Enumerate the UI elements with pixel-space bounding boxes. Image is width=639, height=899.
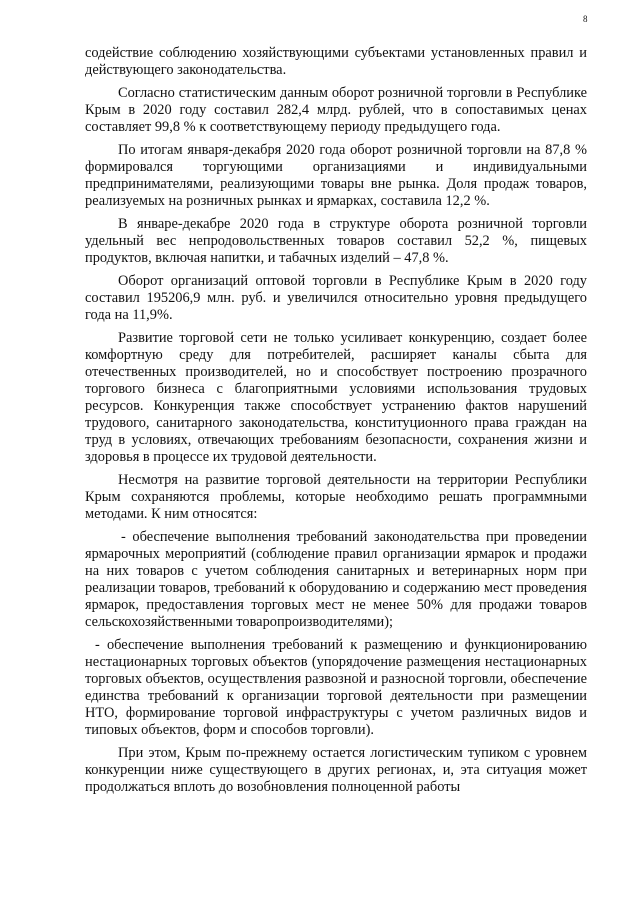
page-number: 8 [583,14,588,24]
paragraph-goods-share: В январе-декабре 2020 года в структуре оборота розничной торговли удельный вес непродовольственных товаров составил 52,2 %, пищевых продуктов, включая напитки, и табачных изделий – 47,8 %. [85,216,587,266]
list-item-fairs: - обеспечение выполнения требований законодательства при проведении ярмарочных мероприятий (соблюдение правил организации ярмарок и продажи на них товаров с учетом соблюдения санитарных и ветеринарных норм при реализации товаров, требований к оборудованию и содержанию мест проведения ярмарок, предоставления торговых мест не менее 50% для продажи товаров сельскохозяйственными товаропроизводителями); [85,529,587,630]
paragraph-problems-intro: Несмотря на развитие торговой деятельности на территории Республики Крым сохраняются проблемы, которые необходимо решать программными методами. К ним относятся: [85,472,587,522]
paragraph-wholesale-turnover: Оборот организаций оптовой торговли в Республике Крым в 2020 году составил 195206,9 млн. руб. и увеличился относительно уровня предыдущего года на 11,9%. [85,273,587,323]
paragraph-turnover-structure: По итогам января-декабря 2020 года оборот розничной торговли на 87,8 % формировался торгующими организациями и индивидуальными предпринимателями, реализующими товары вне рынка. Доля продаж товаров, реализуемых на розничных рынках и ярмарках, составила 12,2 %. [85,142,587,209]
list-item-non-stationary-objects: - обеспечение выполнения требований к размещению и функционированию нестационарных торговых объектов (упорядочение размещения нестационарных торговых объектов, осуществления развозной и разносной торговли, обеспечение единства требований к организации торговой деятельности при размещении НТО, формирование торговой инфраструктуры с учетом различных видов и типовых объектов, форм и способов торговли). [85,637,587,738]
paragraph-retail-turnover: Согласно статистическим данным оборот розничной торговли в Республике Крым в 2020 году составил 282,4 млрд. рублей, что в сопоставимых ценах составляет 99,8 % к соответствующему периоду предыдущего года. [85,85,587,135]
paragraph-logistics-dead-end: При этом, Крым по-прежнему остается логистическим тупиком с уровнем конкуренции ниже существующего в других регионах, и, эта ситуация может продолжаться вплоть до возобновления полноценной работы [85,745,587,795]
paragraph-legislation-compliance: содействие соблюдению хозяйствующими субъектами установленных правил и действующего законодательства. [85,45,587,78]
paragraph-trade-network-development: Развитие торговой сети не только усиливает конкуренцию, создает более комфортную среду для потребителей, расширяет каналы сбыта для отечественных производителей, но и способствует построению прозрачного торгового бизнеса с благоприятными условиями использования трудовых ресурсов. Конкуренция также способствует устранению фактов нарушений трудового, санитарного законодательства, конституционного права граждан на труд в условиях, отвечающих требованиям безопасности, сохранения жизни и здоровья в процессе их трудовой деятельности. [85,330,587,465]
document-body [85,45,587,802]
